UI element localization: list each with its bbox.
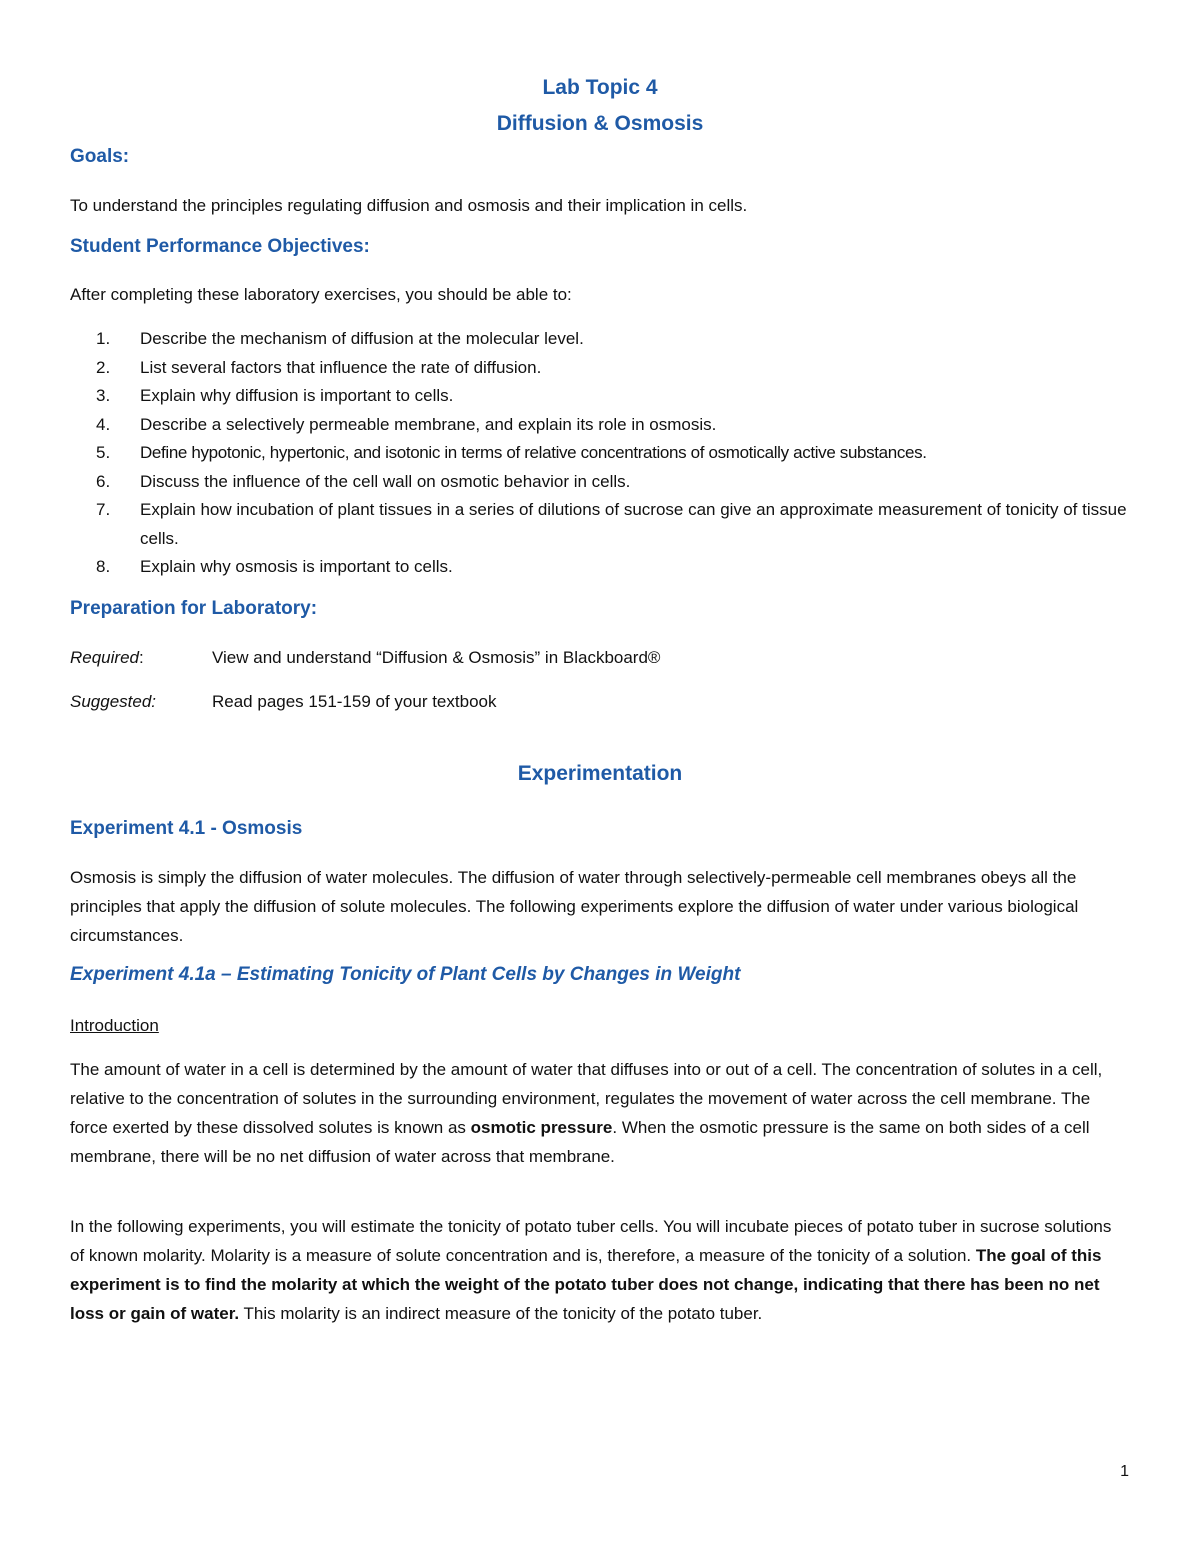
experiment-heading: Experiment 4.1 - Osmosis — [70, 818, 303, 839]
prep-required-label: Required: — [70, 648, 144, 667]
list-item: 7. Explain how incubation of plant tissues in a series of dilutions of sucrose can give an approximate measurement of tonicity of tissue cells. — [96, 500, 1127, 548]
list-item: 8. Explain why osmosis is important to cells. — [96, 557, 453, 576]
objectives-list — [70, 325, 1130, 582]
prep-required-text: View and understand “Diffusion & Osmosis” in Blackboard® — [212, 648, 661, 667]
list-item: 4. Describe a selectively permeable membrane, and explain its role in osmosis. — [96, 414, 717, 434]
experiment-text: Osmosis is simply the diffusion of water molecules. The diffusion of water through selectively-permeable cell membranes obeys all the principles that apply the diffusion of solute molecules. The following experiments explore the diffusion of water under various biological circumstances. — [70, 868, 1079, 945]
page-subtitle: Diffusion & Osmosis — [496, 112, 704, 135]
goals-text: To understand the principles regulating diffusion and osmosis and their implication in cells. — [70, 196, 748, 215]
list-item: 5. Define hypotonic, hypertonic, and isotonic in terms of relative concentrations of osmotically active substances. — [96, 443, 927, 462]
page-title: Lab Topic 4 — [542, 76, 658, 99]
intro-paragraph-2: In the following experiments, you will estimate the tonicity of potato tuber cells. You will incubate pieces of potato tuber in sucrose solutions of known molarity. Molarity is a measure of solute concentration and is, therefore, a measure of the tonicity of a solution. The goal of this experiment is to find the molarity at which the weight of the potato tuber does not change, indicating that there has been no net loss or gain of water. This molarity is an indirect measure of the tonicity of the potato tuber. — [70, 1217, 1112, 1323]
objectives-intro: After completing these laboratory exercises, you should be able to: — [70, 285, 572, 304]
list-item: 1. Describe the mechanism of diffusion at the molecular level. — [96, 329, 584, 348]
experiment-subheading: Experiment 4.1a – Estimating Tonicity of Plant Cells by Changes in Weight — [70, 964, 741, 985]
intro-paragraph-1: The amount of water in a cell is determined by the amount of water that diffuses into or out of a cell. The concentration of solutes in a cell, relative to the concentration of solutes in the surrounding environment, regulates the movement of water across the cell membrane. The force exerted by these dissolved solutes is known as osmotic pressure. When the osmotic pressure is the same on both sides of a cell membrane, there will be no net diffusion of water across that membrane. — [70, 1060, 1103, 1166]
introduction-label: Introduction — [70, 1016, 159, 1035]
list-item: 2. List several factors that influence the rate of diffusion. — [96, 357, 542, 377]
goals-heading: Goals: — [70, 146, 130, 167]
page-number: 1 — [1120, 1463, 1129, 1480]
list-item: 3. Explain why diffusion is important to cells. — [96, 386, 454, 405]
prep-suggested-label: Suggested: — [70, 692, 157, 711]
preparation-heading: Preparation for Laboratory: — [70, 598, 318, 619]
list-item: 6. Discuss the influence of the cell wall on osmotic behavior in cells. — [96, 471, 631, 491]
experimentation-heading: Experimentation — [517, 762, 683, 785]
prep-suggested-text: Read pages 151-159 of your textbook — [212, 692, 497, 711]
objectives-heading: Student Performance Objectives: — [70, 236, 370, 257]
